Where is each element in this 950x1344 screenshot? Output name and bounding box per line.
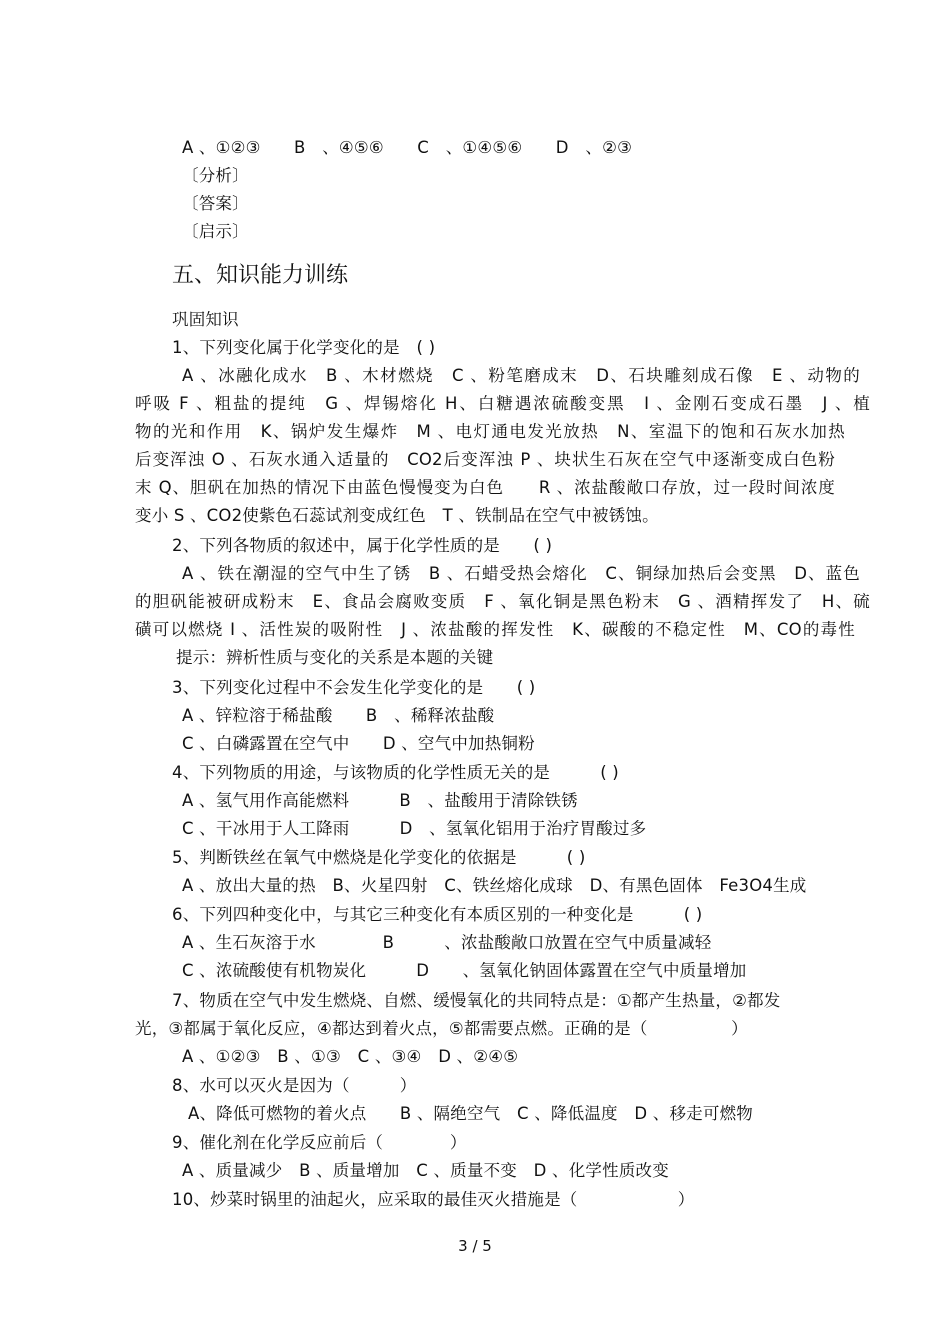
q10-stem: 10、炒菜时锅里的油起火，应采取的最佳灭火措施是（ ） — [172, 1190, 695, 1209]
q2-tip: 提示：辨析性质与变化的关系是本题的关键 — [176, 648, 494, 667]
q3-options-cd: C 、白磷露置在空气中 D 、空气中加热铜粉 — [182, 734, 535, 753]
analysis-label: 〔分析〕 — [182, 166, 249, 185]
q9-stem: 9、催化剂在化学反应前后（ ） — [172, 1133, 467, 1152]
q8-stem: 8、水可以灭火是因为（ ） — [172, 1076, 417, 1095]
q1-line: 后变浑浊 O 、石灰水通入适量的 CO2后变浑浊 P 、块状生石灰在空气中逐渐变成白色粉 — [135, 450, 835, 469]
q4-options-ab: A 、氢气用作高能燃料 B 、盐酸用于清除铁锈 — [182, 791, 578, 810]
q1-line: A 、冰融化成水 B 、木材燃烧 C 、粉笔磨成末 D、石块雕刻成石像 E 、动物的 — [182, 366, 860, 385]
page-number: 3 / 5 — [458, 1237, 492, 1255]
q6-stem: 6、下列四种变化中，与其它三种变化有本质区别的一种变化是 ( ) — [172, 905, 703, 924]
q3-options-ab: A 、锌粒溶于稀盐酸 B 、稀释浓盐酸 — [182, 706, 495, 725]
answer-label: 〔答案〕 — [182, 194, 249, 213]
q5-stem: 5、判断铁丝在氧气中燃烧是化学变化的依据是 ( ) — [172, 848, 586, 867]
q7-line: 7、物质在空气中发生燃烧、自燃、缓慢氧化的共同特点是：①都产生热量，②都发 — [172, 991, 781, 1010]
q9-options: A 、质量减少 B 、质量增加 C 、质量不变 D 、化学性质改变 — [182, 1161, 669, 1180]
q3-stem: 3、下列变化过程中不会发生化学变化的是 ( ) — [172, 678, 536, 697]
q6-options-ab: A 、生石灰溶于水 B 、浓盐酸敞口放置在空气中质量减轻 — [182, 933, 712, 952]
q7-options: A 、①②③ B 、①③ C 、③④ D 、②④⑤ — [182, 1047, 519, 1066]
subsection-title: 巩固知识 — [172, 310, 239, 329]
q1-line: 物的光和作用 K、锅炉发生爆炸 M 、电灯通电发光放热 N、室温下的饱和石灰水加热 — [135, 422, 845, 441]
q1-line: 呼吸 F 、粗盐的提纯 G 、焊锡熔化 H、白糖遇浓硫酸变黑 I 、金刚石变成石墨 J 、植 — [135, 394, 870, 413]
q1-line: 末 Q、胆矾在加热的情况下由蓝色慢慢变为白色 R 、浓盐酸敞口存放，过一段时间浓度 — [135, 478, 835, 497]
q1-stem: 1、下列变化属于化学变化的是 ( ) — [172, 338, 436, 357]
section-title: 五、知识能力训练 — [172, 263, 349, 288]
q2-line: 磺可以燃烧 I 、活性炭的吸附性 J 、浓盐酸的挥发性 K、碳酸的不稳定性 M、CO的毒性 — [135, 620, 855, 639]
q1-line: 变小 S 、CO2使紫色石蕊试剂变成红色 T 、铁制品在空气中被锈蚀。 — [135, 506, 659, 525]
q2-stem: 2、下列各物质的叙述中，属于化学性质的是 ( ) — [172, 536, 553, 555]
q4-stem: 4、下列物质的用途，与该物质的化学性质无关的是 ( ) — [172, 763, 619, 782]
top-options: A 、①②③ B 、④⑤⑥ C 、①④⑤⑥ D 、②③ — [182, 138, 633, 157]
q2-line: A 、铁在潮湿的空气中生了锈 B 、石蜡受热会熔化 C、铜绿加热后会变黑 D、蓝色 — [182, 564, 860, 583]
q5-options: A 、放出大量的热 B、火星四射 C、铁丝熔化成球 D、有黑色固体 Fe3O4生成 — [182, 876, 807, 895]
q4-options-cd: C 、干冰用于人工降雨 D 、氢氧化铝用于治疗胃酸过多 — [182, 819, 647, 838]
q6-options-cd: C 、浓硫酸使有机物炭化 D 、氢氧化钠固体露置在空气中质量增加 — [182, 961, 747, 980]
q7-line: 光，③都属于氧化反应，④都达到着火点，⑤都需要点燃。正确的是（ ） — [135, 1019, 748, 1038]
q2-line: 的胆矾能被研成粉末 E、食品会腐败变质 F 、氧化铜是黑色粉末 G 、酒精挥发了 H、硫 — [135, 592, 870, 611]
hint-label: 〔启示〕 — [182, 222, 249, 241]
q8-options: A、降低可燃物的着火点 B 、隔绝空气 C 、降低温度 D 、移走可燃物 — [188, 1104, 753, 1123]
